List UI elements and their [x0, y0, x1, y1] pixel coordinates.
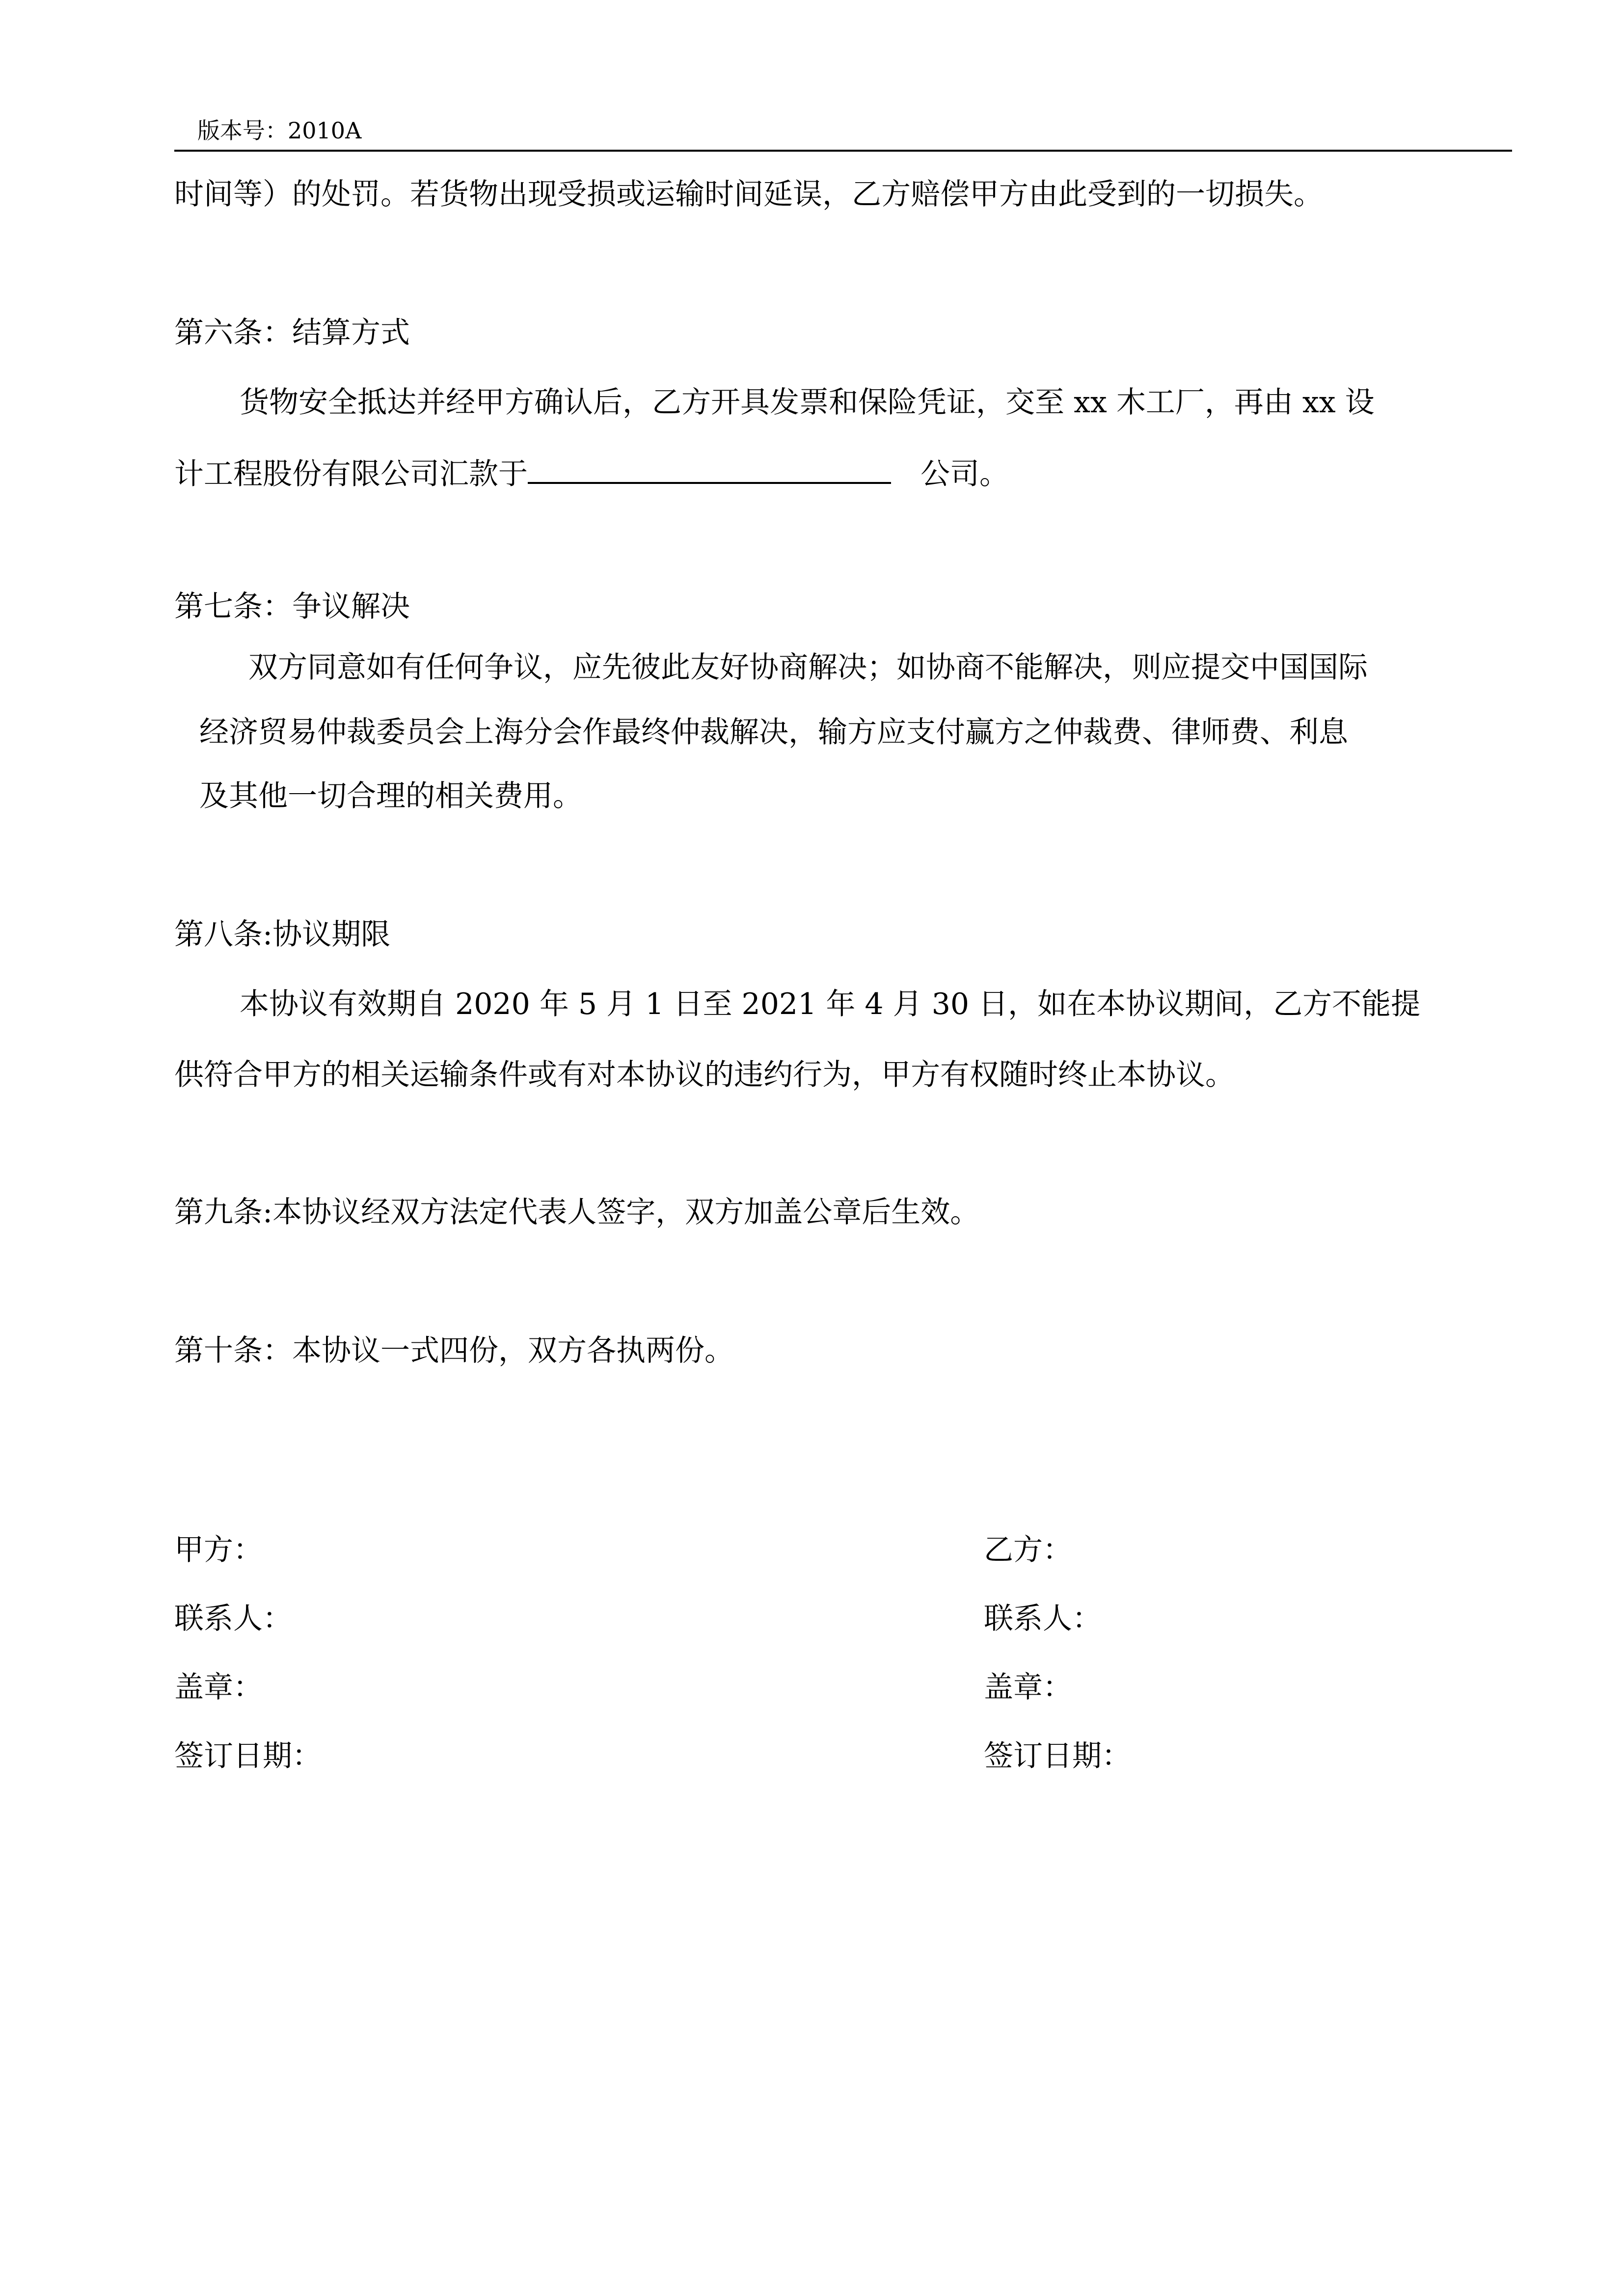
article-8-line-2: 供符合甲方的相关运输条件或有对本协议的违约行为，甲方有权随时终止本协议。 — [174, 1058, 1235, 1092]
article-7-line-1: 双方同意如有任何争议，应先彼此友好协商解决；如协商不能解决，则应提交中国国际 — [248, 650, 1368, 685]
article-10: 第十条：本协议一式四份，双方各执两份。 — [174, 1334, 734, 1368]
continuation-text: 时间等）的处罚。若货物出现受损或运输时间延误，乙方赔偿甲方由此受到的一切损失。 — [174, 177, 1323, 212]
party-a-contact-label: 联系人： — [174, 1602, 292, 1636]
article-7-line-2: 经济贸易仲裁委员会上海分会作最终仲裁解决，输方应支付赢方之仲裁费、律师费、利息 — [199, 715, 1348, 749]
article-6-line-2-suffix: 公司。 — [920, 457, 1009, 491]
article-7-line-3: 及其他一切合理的相关费用。 — [199, 779, 582, 813]
payee-blank-line — [528, 453, 891, 484]
article-6-line-1: 货物安全抵达并经甲方确认后，乙方开具发票和保险凭证，交至 xx 木工厂，再由 xx 设 — [240, 385, 1375, 420]
article-9: 第九条:本协议经双方法定代表人签字，双方加盖公章后生效。 — [174, 1195, 980, 1229]
party-a-seal-label: 盖章： — [174, 1670, 263, 1705]
article-7-title: 第七条：争议解决 — [174, 589, 410, 624]
party-b-seal-label: 盖章： — [984, 1670, 1072, 1705]
article-6-title: 第六条：结算方式 — [174, 316, 410, 350]
article-8-title: 第八条:协议期限 — [174, 917, 391, 952]
party-a-date-label: 签订日期： — [174, 1739, 322, 1773]
header-rule — [174, 150, 1512, 152]
party-b-date-label: 签订日期： — [984, 1739, 1131, 1773]
party-a-label: 甲方： — [174, 1533, 263, 1567]
party-b-label: 乙方： — [984, 1533, 1072, 1567]
article-6-line-2 — [174, 453, 1009, 494]
party-b-contact-label: 联系人： — [984, 1602, 1102, 1636]
article-8-line-1: 本协议有效期自 2020 年 5 月 1 日至 2021 年 4 月 30 日，如在本协议期间，乙方不能提 — [240, 987, 1421, 1021]
article-6-line-2-prefix: 计工程股份有限公司汇款于 — [174, 457, 528, 491]
version-number: 版本号：2010A — [197, 117, 362, 144]
